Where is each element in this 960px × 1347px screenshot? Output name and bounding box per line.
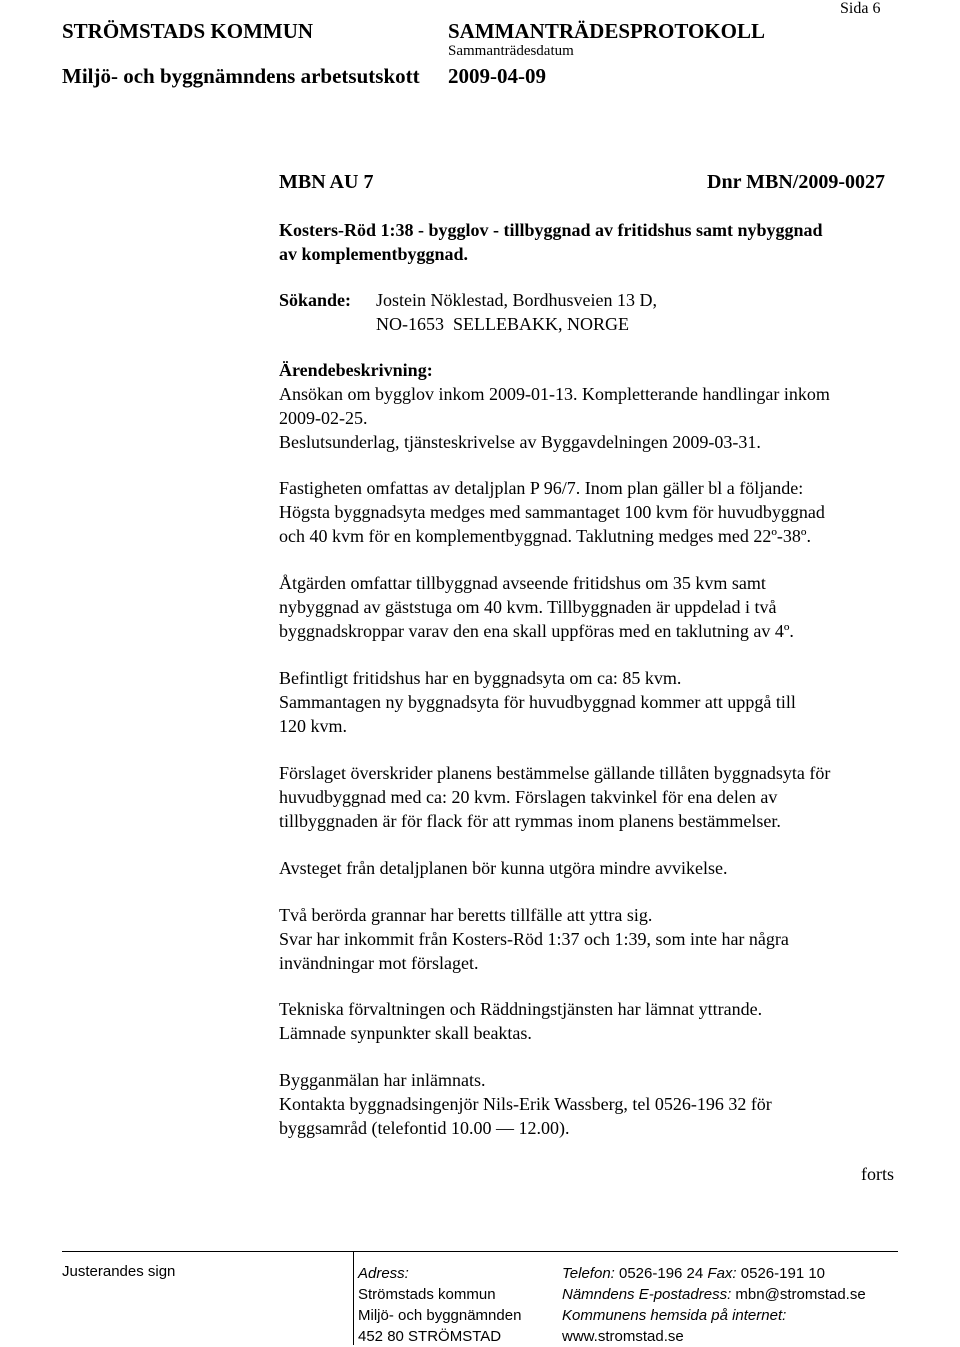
case-dnr: Dnr MBN/2009-0027 xyxy=(707,171,885,193)
description-heading: Ärendebeskrivning: xyxy=(279,360,433,380)
organization-name: STRÖMSTADS KOMMUN xyxy=(62,19,314,43)
paragraph-line: Svar har inkommit från Kosters-Röd 1:37 och 1:39, som inte har några xyxy=(279,929,789,949)
applicant-label: Sökande: xyxy=(279,290,352,310)
meeting-date: 2009-04-09 xyxy=(448,64,546,88)
paragraph-line: byggnadskroppar varav den ena skall uppföras med en taklutning av 4º. xyxy=(279,621,794,641)
paragraph-line: tillbyggnaden är för flack för att rymmas inom planens bestämmelser. xyxy=(279,811,781,831)
paragraph-9 xyxy=(279,1068,772,1140)
paragraph-line: invändningar mot förslaget. xyxy=(279,953,479,973)
address-line-2: Miljö- och byggnämnden xyxy=(358,1307,522,1324)
paragraph-line: Tekniska förvaltningen och Räddningstjänsten har lämnat yttrande. xyxy=(279,999,763,1019)
email-label: Nämndens E-postadress: xyxy=(562,1286,732,1303)
paragraph-line: Högsta byggnadsyta medges med sammantaget 100 kvm för huvudbyggnad xyxy=(279,502,825,522)
paragraph-line: Fastigheten omfattas av detaljplan P 96/7. Inom plan gäller bl a följande: xyxy=(279,478,804,498)
paragraph-line: byggsamråd (telefontid 10.00 — 12.00). xyxy=(279,1118,570,1138)
paragraph-2 xyxy=(279,476,825,548)
website-link[interactable]: www.stromstad.se xyxy=(562,1328,684,1345)
paragraph-line: Lämnade synpunkter skall beaktas. xyxy=(279,1023,532,1043)
paragraph-8 xyxy=(279,997,762,1045)
paragraph-line: Bygganmälan har inlämnats. xyxy=(279,1070,486,1090)
phone-number: 0526-196 24 xyxy=(619,1265,704,1282)
document-type: SAMMANTRÄDESPROTOKOLL xyxy=(448,19,765,43)
fax-label: Fax: xyxy=(707,1265,737,1282)
page-number: Sida 6 xyxy=(840,0,881,17)
case-title-line-2: av komplementbyggnad. xyxy=(279,244,469,264)
paragraph-line: nybyggnad av gäststuga om 40 kvm. Tillbyggnaden är uppdelad i två xyxy=(279,597,777,617)
phone-label: Telefon: xyxy=(562,1265,615,1282)
fax-number: 0526-191 10 xyxy=(740,1265,826,1282)
footer-contact xyxy=(562,1263,866,1347)
paragraph-line: Befintligt fritidshus har en byggnadsyta om ca: 85 kvm. xyxy=(279,668,682,688)
paragraph-1 xyxy=(279,382,830,454)
footer-divider xyxy=(62,1251,898,1252)
paragraph-line: Åtgärden omfattar tillbyggnad avseende fritidshus om 35 kvm samt xyxy=(279,573,766,593)
address-label: Adress: xyxy=(358,1265,409,1282)
paragraph-4 xyxy=(279,666,796,738)
committee-name: Miljö- och byggnämndens arbetsutskott xyxy=(62,64,420,88)
paragraph-5 xyxy=(279,761,830,833)
email-address[interactable]: mbn@stromstad.se xyxy=(735,1286,866,1303)
applicant-line-1: Jostein Nöklestad, Bordhusveien 13 D, xyxy=(376,290,657,310)
paragraph-7 xyxy=(279,903,789,975)
case-title-line-1: Kosters-Röd 1:38 - bygglov - tillbyggnad av fritidshus samt nybyggnad xyxy=(279,220,823,240)
paragraph-line: Ansökan om bygglov inkom 2009-01-13. Kompletterande handlingar inkom xyxy=(279,384,830,404)
paragraph-line: Sammantagen ny byggnadsyta för huvudbyggnad kommer att uppgå till xyxy=(279,692,796,712)
address-line-3: 452 80 STRÖMSTAD xyxy=(358,1328,502,1345)
signature-label: Justerandes sign xyxy=(62,1263,176,1280)
paragraph-line: Kontakta byggnadsingenjör Nils-Erik Wassberg, tel 0526-196 32 för xyxy=(279,1094,772,1114)
case-number: MBN AU 7 xyxy=(279,171,374,193)
paragraph-line: Förslaget överskrider planens bestämmelse gällande tillåten byggnadsyta för xyxy=(279,763,831,783)
paragraph-line: Beslutsunderlag, tjänsteskrivelse av Byggavdelningen 2009-03-31. xyxy=(279,432,761,452)
footer-address xyxy=(358,1263,521,1347)
paragraph-line: och 40 kvm för en komplementbyggnad. Taklutning medges med 22º-38º. xyxy=(279,526,811,546)
footer-vertical-divider xyxy=(353,1251,354,1345)
meeting-date-label: Sammanträdesdatum xyxy=(448,43,574,59)
paragraph-line: Avsteget från detaljplanen bör kunna utgöra mindre avvikelse. xyxy=(279,858,728,878)
paragraph-line: Två berörda grannar har beretts tillfälle att yttra sig. xyxy=(279,905,653,925)
paragraph-3 xyxy=(279,571,794,643)
paragraph-line: 120 kvm. xyxy=(279,716,348,736)
address-line-1: Strömstads kommun xyxy=(358,1286,496,1303)
paragraph-line: huvudbyggnad med ca: 20 kvm. Förslagen takvinkel för ena delen av xyxy=(279,787,778,807)
continued-marker: forts xyxy=(861,1164,894,1184)
paragraph-6 xyxy=(279,856,728,880)
website-label: Kommunens hemsida på internet: xyxy=(562,1307,787,1324)
applicant-line-2: NO-1653 SELLEBAKK, NORGE xyxy=(376,314,629,334)
paragraph-line: 2009-02-25. xyxy=(279,408,368,428)
